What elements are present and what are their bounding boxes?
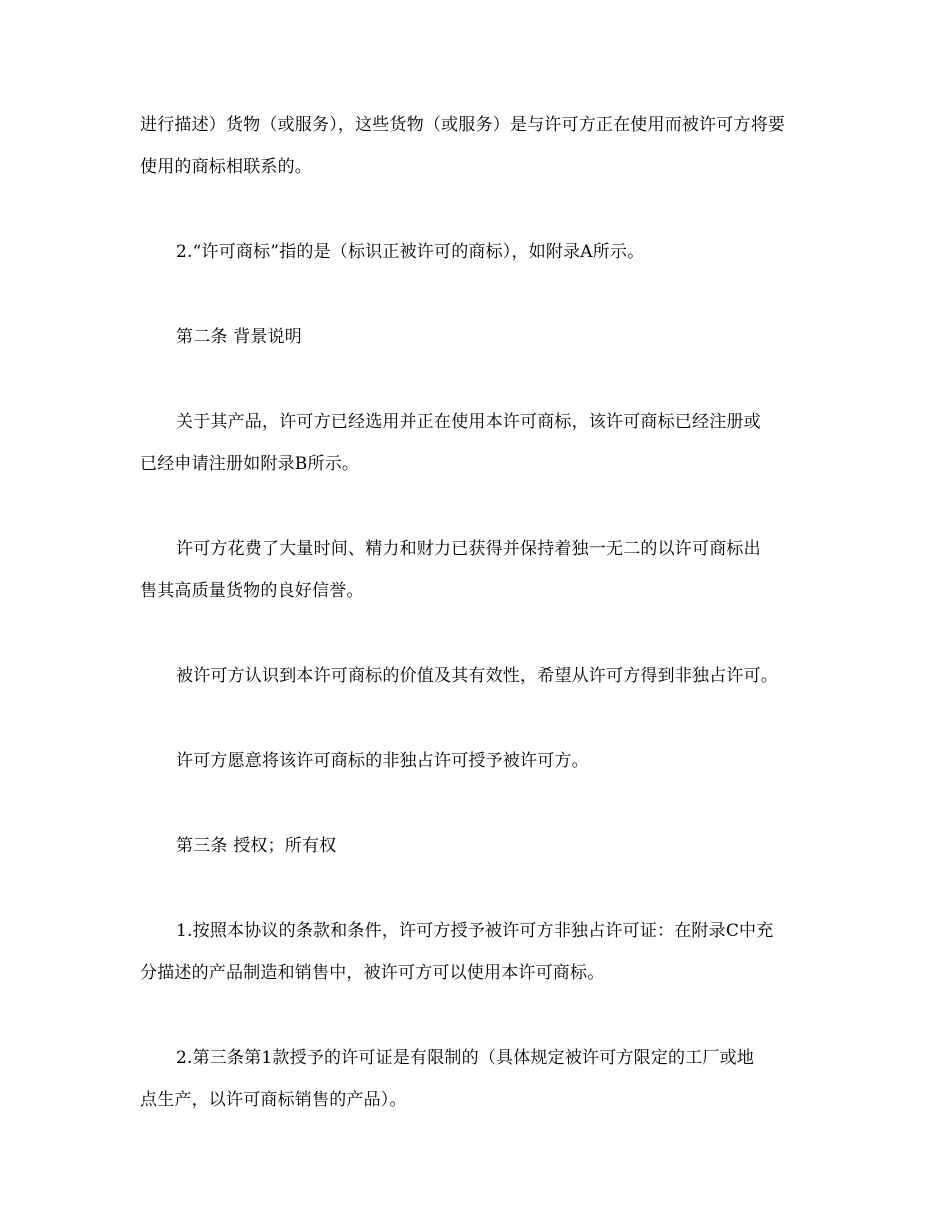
paragraph-4-line-1: 关于其产品，许可方已经选用并正在使用本许可商标，该许可商标已经注册或 — [176, 412, 761, 432]
paragraph-5-line-2: 售其高质量货物的良好信誉。 — [140, 581, 364, 601]
section-heading-article-3: 第三条 授权；所有权 — [176, 836, 337, 856]
paragraph-5-line-1: 许可方花费了大量时间、精力和财力已获得并保持着独一无二的以许可商标出 — [176, 539, 761, 559]
paragraph-10-line-2: 点生产，以许可商标销售的产品）。 — [140, 1090, 407, 1110]
paragraph-10-line-1: 2.第三条第1款授予的许可证是有限制的（具体规定被许可方限定的工厂或地 — [176, 1048, 755, 1068]
paragraph-6-line-1: 被许可方认识到本许可商标的价值及其有效性，希望从许可方得到非独占许可。 — [176, 666, 778, 686]
section-heading-article-2: 第二条 背景说明 — [176, 327, 303, 347]
paragraph-4-line-2: 已经申请注册如附录B所示。 — [140, 454, 360, 474]
paragraph-1-line-2: 使用的商标相联系的。 — [140, 157, 312, 177]
paragraph-7-line-1: 许可方愿意将该许可商标的非独占许可授予被许可方。 — [176, 751, 589, 771]
paragraph-9-line-2: 分描述的产品制造和销售中，被许可方可以使用本许可商标。 — [140, 963, 605, 983]
paragraph-9-line-1: 1.按照本协议的条款和条件，许可方授予被许可方非独占许可证：在附录C中充 — [176, 921, 774, 941]
paragraph-2-line-1: 2.“许可商标”指的是（标识正被许可的商标），如附录A所示。 — [176, 242, 645, 262]
paragraph-1-line-1: 进行描述）货物（或服务），这些货物（或服务）是与许可方正在使用而被许可方将要 — [140, 115, 786, 135]
